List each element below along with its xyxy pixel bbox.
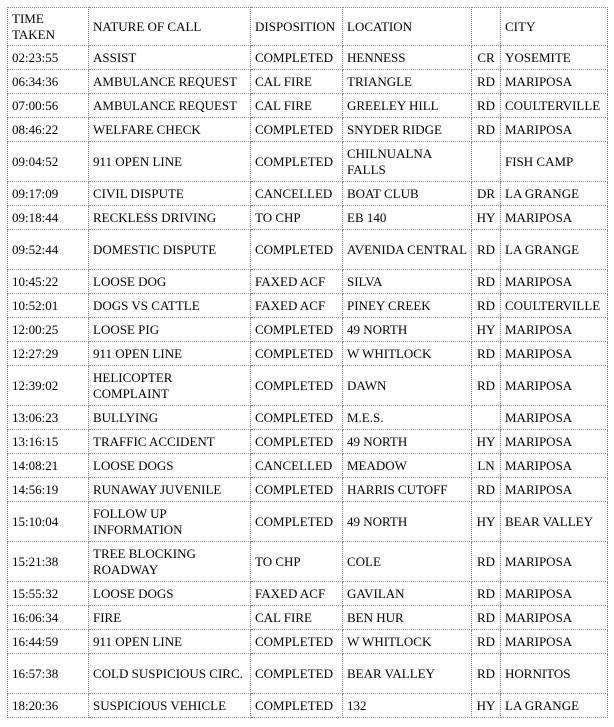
cell-city: YOSEMITE: [501, 46, 608, 70]
cell-location: 132: [343, 694, 472, 718]
cell-nature-of-call: 911 OPEN LINE: [89, 142, 251, 182]
cell-location: W WHITLOCK: [343, 342, 472, 366]
cell-nature-of-call: LOOSE DOGS: [89, 582, 251, 606]
cell-city: MARIPOSA: [501, 630, 608, 654]
cell-city: HORNITOS: [501, 654, 608, 694]
cell-suffix: RD: [472, 230, 501, 270]
cell-location: BEN HUR: [343, 606, 472, 630]
table-row: [8, 46, 608, 70]
cell-nature-of-call: AMBULANCE REQUEST: [89, 94, 251, 118]
table-row: [8, 502, 608, 542]
cell-disposition: COMPLETED: [251, 142, 343, 182]
cell-nature-of-call: 911 OPEN LINE: [89, 342, 251, 366]
cell-disposition: TO CHP: [251, 206, 343, 230]
table-row: [8, 582, 608, 606]
cell-suffix: RD: [472, 294, 501, 318]
cell-time-taken: 15:10:04: [8, 502, 89, 542]
table-row: [8, 94, 608, 118]
cell-location: DAWN: [343, 366, 472, 406]
cell-disposition: COMPLETED: [251, 694, 343, 718]
cell-nature-of-call: RUNAWAY JUVENILE: [89, 478, 251, 502]
cell-time-taken: 12:27:29: [8, 342, 89, 366]
table-row: [8, 206, 608, 230]
cell-disposition: COMPLETED: [251, 478, 343, 502]
header-city: CITY: [501, 8, 608, 46]
cell-suffix: RD: [472, 270, 501, 294]
table-row: [8, 694, 608, 718]
cell-city: MARIPOSA: [501, 430, 608, 454]
cell-disposition: COMPLETED: [251, 654, 343, 694]
cell-time-taken: 14:56:19: [8, 478, 89, 502]
cell-nature-of-call: HELICOPTER COMPLAINT: [89, 366, 251, 406]
cell-nature-of-call: WELFARE CHECK: [89, 118, 251, 142]
cell-city: MARIPOSA: [501, 582, 608, 606]
cell-suffix: LN: [472, 454, 501, 478]
cell-city: MARIPOSA: [501, 478, 608, 502]
cell-time-taken: 09:18:44: [8, 206, 89, 230]
cell-suffix: [472, 406, 501, 430]
cell-location: BOAT CLUB: [343, 182, 472, 206]
cell-location: PINEY CREEK: [343, 294, 472, 318]
cell-suffix: RD: [472, 70, 501, 94]
cell-nature-of-call: BULLYING: [89, 406, 251, 430]
table-row: [8, 630, 608, 654]
cell-location: GAVILAN: [343, 582, 472, 606]
cell-disposition: CANCELLED: [251, 182, 343, 206]
cell-city: MARIPOSA: [501, 118, 608, 142]
cell-disposition: CAL FIRE: [251, 70, 343, 94]
cell-suffix: CR: [472, 46, 501, 70]
cell-nature-of-call: LOOSE DOG: [89, 270, 251, 294]
cell-city: MARIPOSA: [501, 270, 608, 294]
cell-nature-of-call: RECKLESS DRIVING: [89, 206, 251, 230]
cell-location: W WHITLOCK: [343, 630, 472, 654]
cell-suffix: HY: [472, 502, 501, 542]
header-suffix: [472, 8, 501, 46]
cell-time-taken: 09:04:52: [8, 142, 89, 182]
cell-location: EB 140: [343, 206, 472, 230]
cell-city: MARIPOSA: [501, 542, 608, 582]
cell-location: SILVA: [343, 270, 472, 294]
cell-time-taken: 16:57:38: [8, 654, 89, 694]
cell-nature-of-call: COLD SUSPICIOUS CIRC.: [89, 654, 251, 694]
table-row: [8, 70, 608, 94]
cell-time-taken: 06:34:36: [8, 70, 89, 94]
table-row: [8, 294, 608, 318]
cell-disposition: TO CHP: [251, 542, 343, 582]
cell-nature-of-call: DOGS VS CATTLE: [89, 294, 251, 318]
cell-nature-of-call: CIVIL DISPUTE: [89, 182, 251, 206]
cell-time-taken: 16:44:59: [8, 630, 89, 654]
cell-disposition: FAXED ACF: [251, 582, 343, 606]
table-row: [8, 430, 608, 454]
cell-nature-of-call: AMBULANCE REQUEST: [89, 70, 251, 94]
cell-disposition: COMPLETED: [251, 46, 343, 70]
cell-city: MARIPOSA: [501, 206, 608, 230]
cell-city: MARIPOSA: [501, 70, 608, 94]
cell-location: HENNESS: [343, 46, 472, 70]
cell-location: CHILNUALNA FALLS: [343, 142, 472, 182]
table-row: [8, 118, 608, 142]
cell-time-taken: 15:55:32: [8, 582, 89, 606]
cell-location: SNYDER RIDGE: [343, 118, 472, 142]
cell-time-taken: 09:52:44: [8, 230, 89, 270]
cell-nature-of-call: DOMESTIC DISPUTE: [89, 230, 251, 270]
cell-time-taken: 10:45:22: [8, 270, 89, 294]
cell-disposition: COMPLETED: [251, 118, 343, 142]
cell-disposition: COMPLETED: [251, 230, 343, 270]
cell-city: LA GRANGE: [501, 182, 608, 206]
cell-disposition: COMPLETED: [251, 430, 343, 454]
header-row: [8, 8, 608, 46]
cell-disposition: COMPLETED: [251, 318, 343, 342]
cell-city: LA GRANGE: [501, 230, 608, 270]
cell-city: MARIPOSA: [501, 406, 608, 430]
cell-disposition: FAXED ACF: [251, 270, 343, 294]
cell-nature-of-call: FIRE: [89, 606, 251, 630]
table-row: [8, 654, 608, 694]
cell-location: GREELEY HILL: [343, 94, 472, 118]
cell-nature-of-call: SUSPICIOUS VEHICLE: [89, 694, 251, 718]
cell-suffix: RD: [472, 606, 501, 630]
table-row: [8, 342, 608, 366]
cell-disposition: CAL FIRE: [251, 94, 343, 118]
cell-disposition: COMPLETED: [251, 630, 343, 654]
cell-location: 49 NORTH: [343, 318, 472, 342]
table-row: [8, 406, 608, 430]
cell-time-taken: 07:00:56: [8, 94, 89, 118]
cell-time-taken: 12:39:02: [8, 366, 89, 406]
cell-city: MARIPOSA: [501, 454, 608, 478]
cell-location: HARRIS CUTOFF: [343, 478, 472, 502]
cell-location: COLE: [343, 542, 472, 582]
cell-city: FISH CAMP: [501, 142, 608, 182]
table-row: [8, 182, 608, 206]
table-row: [8, 606, 608, 630]
cell-suffix: RD: [472, 478, 501, 502]
cell-location: 49 NORTH: [343, 430, 472, 454]
cell-location: BEAR VALLEY: [343, 654, 472, 694]
cell-disposition: COMPLETED: [251, 502, 343, 542]
cell-suffix: HY: [472, 318, 501, 342]
cell-time-taken: 15:21:38: [8, 542, 89, 582]
cell-time-taken: 13:16:15: [8, 430, 89, 454]
table-row: [8, 142, 608, 182]
cell-disposition: COMPLETED: [251, 366, 343, 406]
header-disposition: DISPOSITION: [251, 8, 343, 46]
cell-suffix: RD: [472, 542, 501, 582]
call-log-body: [8, 46, 608, 718]
cell-nature-of-call: LOOSE PIG: [89, 318, 251, 342]
cell-suffix: HY: [472, 694, 501, 718]
cell-location: AVENIDA CENTRAL: [343, 230, 472, 270]
cell-city: MARIPOSA: [501, 366, 608, 406]
cell-suffix: RD: [472, 366, 501, 406]
cell-suffix: RD: [472, 118, 501, 142]
cell-city: COULTERVILLE: [501, 294, 608, 318]
cell-city: BEAR VALLEY: [501, 502, 608, 542]
cell-suffix: RD: [472, 582, 501, 606]
cell-suffix: HY: [472, 206, 501, 230]
cell-suffix: RD: [472, 94, 501, 118]
cell-disposition: COMPLETED: [251, 406, 343, 430]
header-nature-of-call: NATURE OF CALL: [89, 8, 251, 46]
table-row: [8, 542, 608, 582]
cell-suffix: RD: [472, 654, 501, 694]
cell-disposition: COMPLETED: [251, 342, 343, 366]
cell-time-taken: 13:06:23: [8, 406, 89, 430]
cell-time-taken: 08:46:22: [8, 118, 89, 142]
cell-disposition: FAXED ACF: [251, 294, 343, 318]
cell-nature-of-call: TRAFFIC ACCIDENT: [89, 430, 251, 454]
cell-nature-of-call: TREE BLOCKING ROADWAY: [89, 542, 251, 582]
cell-nature-of-call: LOOSE DOGS: [89, 454, 251, 478]
cell-city: MARIPOSA: [501, 342, 608, 366]
table-row: [8, 318, 608, 342]
cell-nature-of-call: FOLLOW UP INFORMATION: [89, 502, 251, 542]
cell-suffix: HY: [472, 430, 501, 454]
cell-disposition: CANCELLED: [251, 454, 343, 478]
table-row: [8, 478, 608, 502]
cell-suffix: DR: [472, 182, 501, 206]
cell-city: MARIPOSA: [501, 318, 608, 342]
table-row: [8, 270, 608, 294]
cell-nature-of-call: 911 OPEN LINE: [89, 630, 251, 654]
cell-suffix: RD: [472, 630, 501, 654]
cell-city: MARIPOSA: [501, 606, 608, 630]
cell-time-taken: 09:17:09: [8, 182, 89, 206]
cell-suffix: RD: [472, 342, 501, 366]
cell-nature-of-call: ASSIST: [89, 46, 251, 70]
cell-time-taken: 10:52:01: [8, 294, 89, 318]
cell-city: LA GRANGE: [501, 694, 608, 718]
cell-location: 49 NORTH: [343, 502, 472, 542]
table-row: [8, 366, 608, 406]
cell-location: MEADOW: [343, 454, 472, 478]
cell-city: COULTERVILLE: [501, 94, 608, 118]
cell-time-taken: 12:00:25: [8, 318, 89, 342]
table-row: [8, 230, 608, 270]
cell-time-taken: 18:20:36: [8, 694, 89, 718]
cell-time-taken: 02:23:55: [8, 46, 89, 70]
header-time-taken: TIME TAKEN: [8, 8, 89, 46]
cell-location: M.E.S.: [343, 406, 472, 430]
table-row: [8, 454, 608, 478]
cell-disposition: CAL FIRE: [251, 606, 343, 630]
cell-location: TRIANGLE: [343, 70, 472, 94]
header-location: LOCATION: [343, 8, 472, 46]
cell-time-taken: 14:08:21: [8, 454, 89, 478]
cell-time-taken: 16:06:34: [8, 606, 89, 630]
call-log-table: [7, 7, 608, 718]
cell-suffix: [472, 142, 501, 182]
